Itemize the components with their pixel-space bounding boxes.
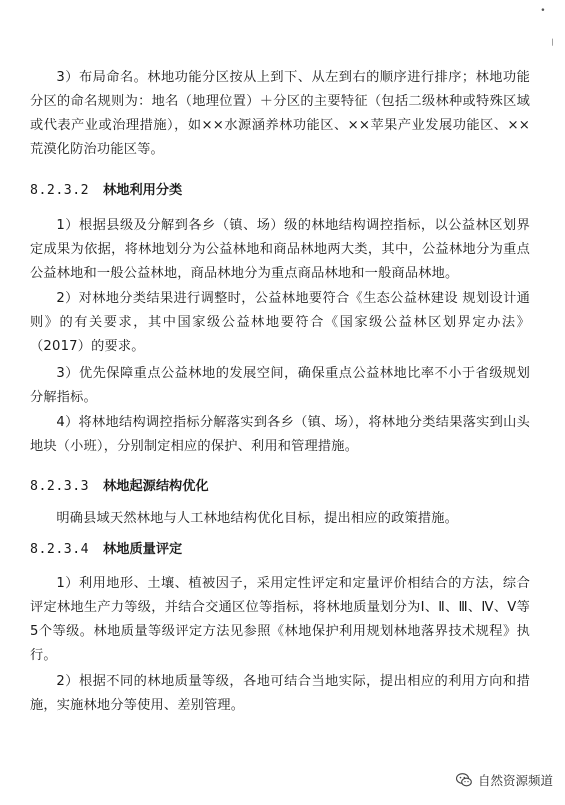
section-title: 林地质量评定 [103, 542, 183, 557]
section-title: 林地起源结构优化 [103, 479, 209, 494]
watermark-text: 自然资源频道 [477, 773, 553, 788]
paragraph-layout-naming: 3）布局命名。林地功能分区按从上到下、从左到右的顺序进行排序；林地功能分区的命名规则为：地名（地理位置）＋分区的主要特征（包括二级林种或特殊区域或代表产业或治理措施），如××水源涵养林功能区、××苹果产业发展功能区、××荒漠化防治功能区等。 [30, 70, 530, 157]
paragraph-classification-1: 1）根据县级及分解到各乡（镇、场）级的林地结构调控指标，以公益林区划界定成果为依据，将林地划分为公益林地和商品林地两大类，其中，公益林地分为重点公益林地和一般公益林地，商品林地分为重点商品林地和一般商品林地。 [30, 218, 530, 281]
section-number: 8.2.3.4 [30, 542, 90, 557]
wechat-icon [456, 773, 472, 787]
section-number: 8.2.3.2 [30, 183, 90, 198]
paragraph-quality-1: 1）利用地形、土壤、植被因子，采用定性评定和定量评价相结合的方法，综合评定林地生产力等级，并结合交通区位等指标，将林地质量划分为Ⅰ、Ⅱ、Ⅲ、Ⅳ、Ⅴ等5个等级。林地质量等级评定方法见参照《林地保护利用规划林地落界技术规程》执行。 [30, 576, 530, 663]
paragraph-quality-2: 2）根据不同的林地质量等级，各地可结合当地实际，提出相应的利用方向和措施，实施林地分等使用、差别管理。 [30, 674, 530, 713]
source-watermark [456, 771, 553, 789]
paragraph-classification-2: 2）对林地分类结果进行调整时，公益林地要符合《生态公益林建设 规划设计通则》的有关要求，其中国家级公益林地要符合《国家级公益林区划界定办法》（2017）的要求。 [30, 291, 530, 354]
section-heading-8-2-3-3 [30, 476, 530, 498]
section-heading-8-2-3-2 [30, 180, 530, 202]
paragraph-classification-3: 3）优先保障重点公益林地的发展空间，确保重点公益林地比率不小于省级规划分解指标。 [30, 366, 530, 405]
section-number: 8.2.3.3 [30, 479, 90, 494]
paragraph-classification-4: 4）将林地结构调控指标分解落实到各乡（镇、场），将林地分类结果落实到山头地块（小班），分别制定相应的保护、利用和管理措施。 [30, 415, 530, 454]
scan-mark-right: ⁄ [549, 38, 556, 47]
scan-mark-top: • [539, 5, 547, 17]
section-title: 林地利用分类 [103, 183, 183, 198]
section-heading-8-2-3-4 [30, 539, 530, 561]
paragraph-origin-structure: 明确县域天然林地与人工林地结构优化目标，提出相应的政策措施。 [56, 511, 459, 526]
